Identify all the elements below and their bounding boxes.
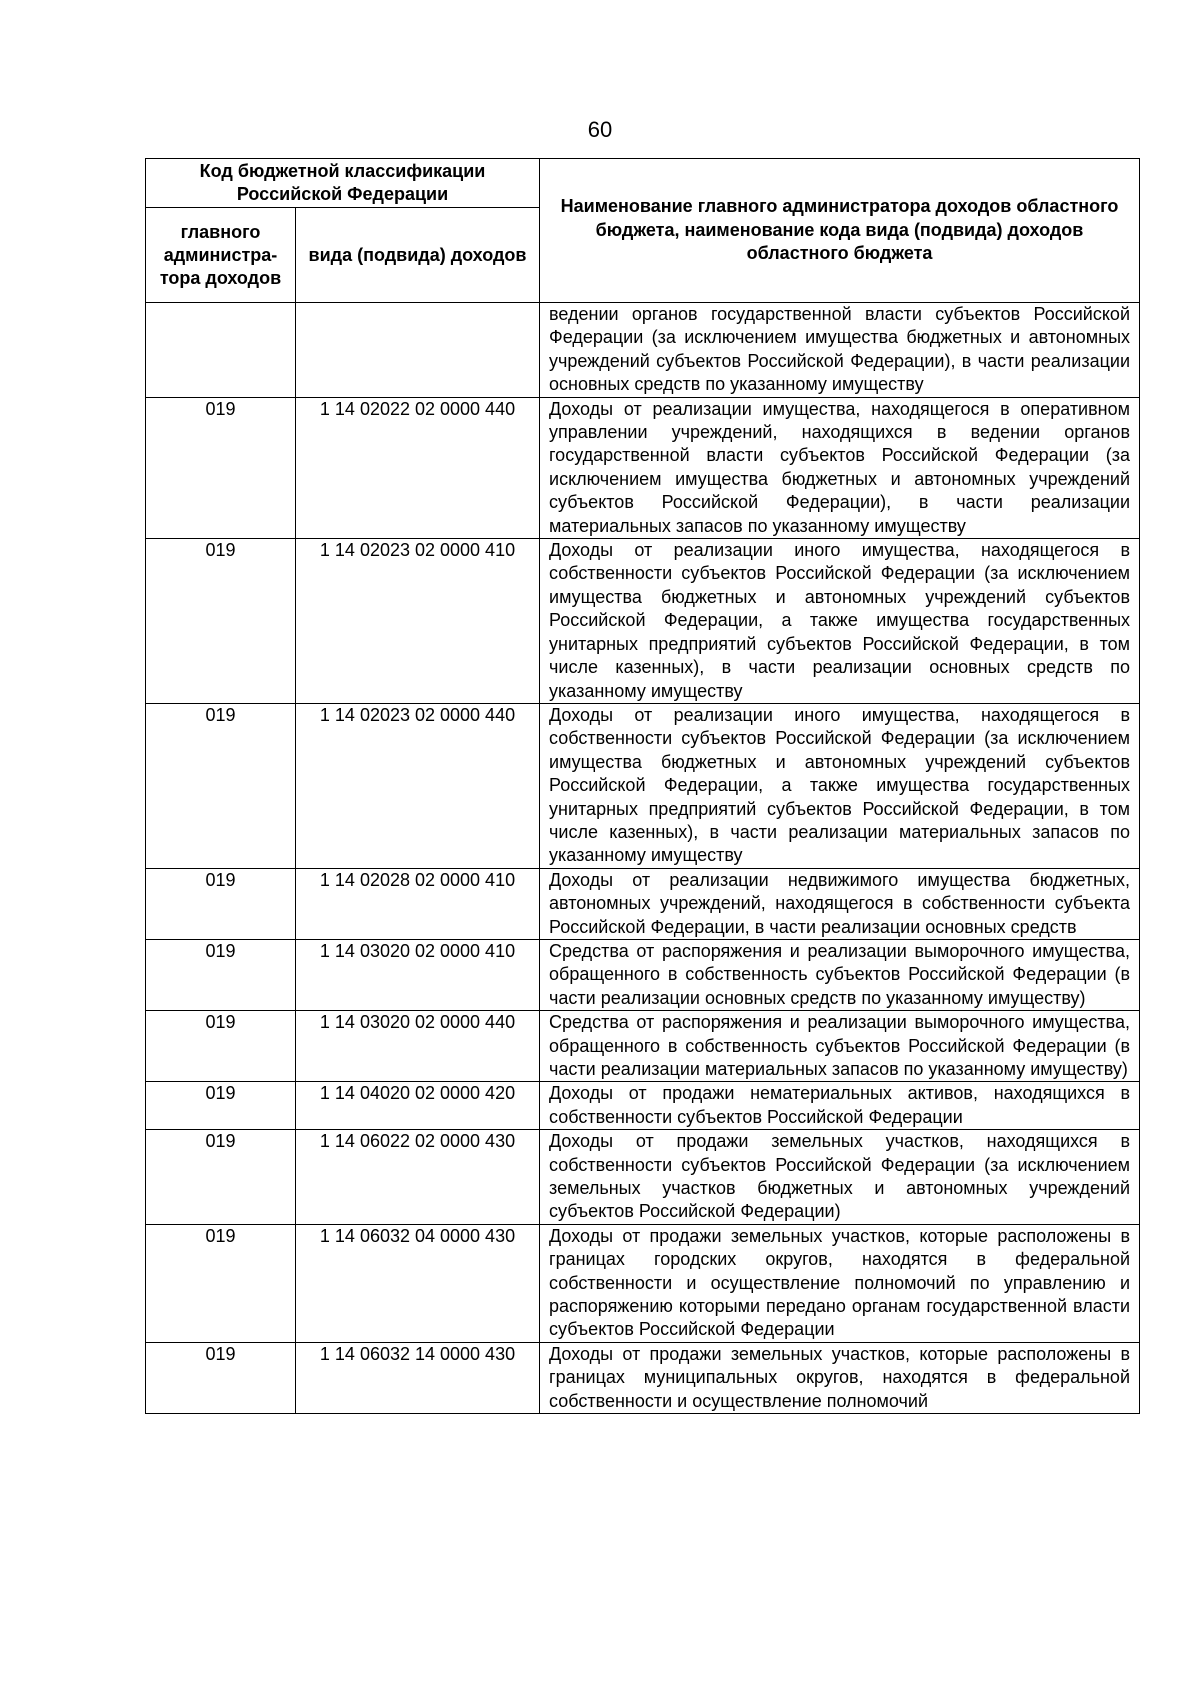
admin-code-cell: 019 [146, 939, 296, 1010]
admin-code-cell: 019 [146, 868, 296, 939]
description-cell: Доходы от реализации имущества, находящегося в оперативном управлении учреждений, находящихся в ведении органов государственной власти субъектов Российской Федерации (за исключением имущества бюджетных и автономных учреждений субъектов Российской Федерации), в части реализации материальных запасов по указанному имуществу [540, 397, 1140, 538]
admin-code-cell: 019 [146, 1224, 296, 1342]
table-row [146, 397, 1140, 538]
income-code-cell: 1 14 06032 14 0000 430 [296, 1342, 540, 1413]
income-code-cell: 1 14 02022 02 0000 440 [296, 397, 540, 538]
header-type-code: вида (подвида) доходов [296, 208, 540, 303]
admin-code-cell: 019 [146, 1011, 296, 1082]
admin-code-cell: 019 [146, 1342, 296, 1413]
income-code-cell: 1 14 03020 02 0000 440 [296, 1011, 540, 1082]
table-row [146, 868, 1140, 939]
income-code-cell: 1 14 06032 04 0000 430 [296, 1224, 540, 1342]
header-classification-code: Код бюджетной классификации Российской Федерации [146, 159, 540, 208]
header-name: Наименование главного администратора доходов областного бюджета, наименование кода вида (подвида) доходов областного бюджета [540, 159, 1140, 303]
admin-code-cell: 019 [146, 539, 296, 704]
description-cell: Доходы от продажи нематериальных активов, находящихся в собственности субъектов Российской Федерации [540, 1082, 1140, 1130]
description-cell: Средства от распоряжения и реализации выморочного имущества, обращенного в собственность субъектов Российской Федерации (в части реализации материальных запасов по указанному имуществу) [540, 1011, 1140, 1082]
table-row [146, 939, 1140, 1010]
admin-code-cell [146, 303, 296, 398]
table-row [146, 1130, 1140, 1225]
table-row [146, 1082, 1140, 1130]
description-cell: ведении органов государственной власти субъектов Российской Федерации (за исключением имущества бюджетных и автономных учреждений субъектов Российской Федерации), в части реализации основных средств по указанному имуществу [540, 303, 1140, 398]
income-code-cell: 1 14 02023 02 0000 410 [296, 539, 540, 704]
income-code-cell: 1 14 02023 02 0000 440 [296, 703, 540, 868]
admin-code-cell: 019 [146, 703, 296, 868]
description-cell: Доходы от реализации иного имущества, находящегося в собственности субъектов Российской Федерации (за исключением имущества бюджетных и автономных учреждений субъектов Российской Федерации, а также имущества государственных унитарных предприятий субъектов Российской Федерации, в том числе казенных), в части реализации материальных запасов по указанному имуществу [540, 703, 1140, 868]
header-admin-code: главного администра-тора доходов [146, 208, 296, 303]
description-cell: Доходы от продажи земельных участков, находящихся в собственности субъектов Российской Федерации (за исключением земельных участков бюджетных и автономных учреждений субъектов Российской Федерации) [540, 1130, 1140, 1225]
income-code-cell: 1 14 02028 02 0000 410 [296, 868, 540, 939]
table-row [146, 1224, 1140, 1342]
admin-code-cell: 019 [146, 1130, 296, 1225]
description-cell: Средства от распоряжения и реализации выморочного имущества, обращенного в собственность субъектов Российской Федерации (в части реализации основных средств по указанному имуществу) [540, 939, 1140, 1010]
table-row [146, 539, 1140, 704]
income-code-cell [296, 303, 540, 398]
table-body [146, 303, 1140, 1414]
description-cell: Доходы от продажи земельных участков, которые расположены в границах муниципальных округов, находятся в федеральной собственности и осуществление полномочий [540, 1342, 1140, 1413]
budget-classification-table [145, 158, 1140, 1414]
description-cell: Доходы от реализации иного имущества, находящегося в собственности субъектов Российской Федерации (за исключением имущества бюджетных и автономных учреждений субъектов Российской Федерации, а также имущества государственных унитарных предприятий субъектов Российской Федерации, в том числе казенных), в части реализации основных средств по указанному имуществу [540, 539, 1140, 704]
table-header [146, 159, 1140, 303]
description-cell: Доходы от реализации недвижимого имущества бюджетных, автономных учреждений, находящегося в собственности субъекта Российской Федерации, в части реализации основных средств [540, 868, 1140, 939]
description-cell: Доходы от продажи земельных участков, которые расположены в границах городских округов, находятся в федеральной собственности и осуществление полномочий по управлению и распоряжению которыми передано органам государственной власти субъектов Российской Федерации [540, 1224, 1140, 1342]
page-number: 60 [587, 117, 613, 142]
table-row [146, 1011, 1140, 1082]
income-code-cell: 1 14 03020 02 0000 410 [296, 939, 540, 1010]
table-row [146, 1342, 1140, 1413]
admin-code-cell: 019 [146, 1082, 296, 1130]
table-row [146, 703, 1140, 868]
table-row [146, 303, 1140, 398]
admin-code-cell: 019 [146, 397, 296, 538]
income-code-cell: 1 14 06022 02 0000 430 [296, 1130, 540, 1225]
income-code-cell: 1 14 04020 02 0000 420 [296, 1082, 540, 1130]
